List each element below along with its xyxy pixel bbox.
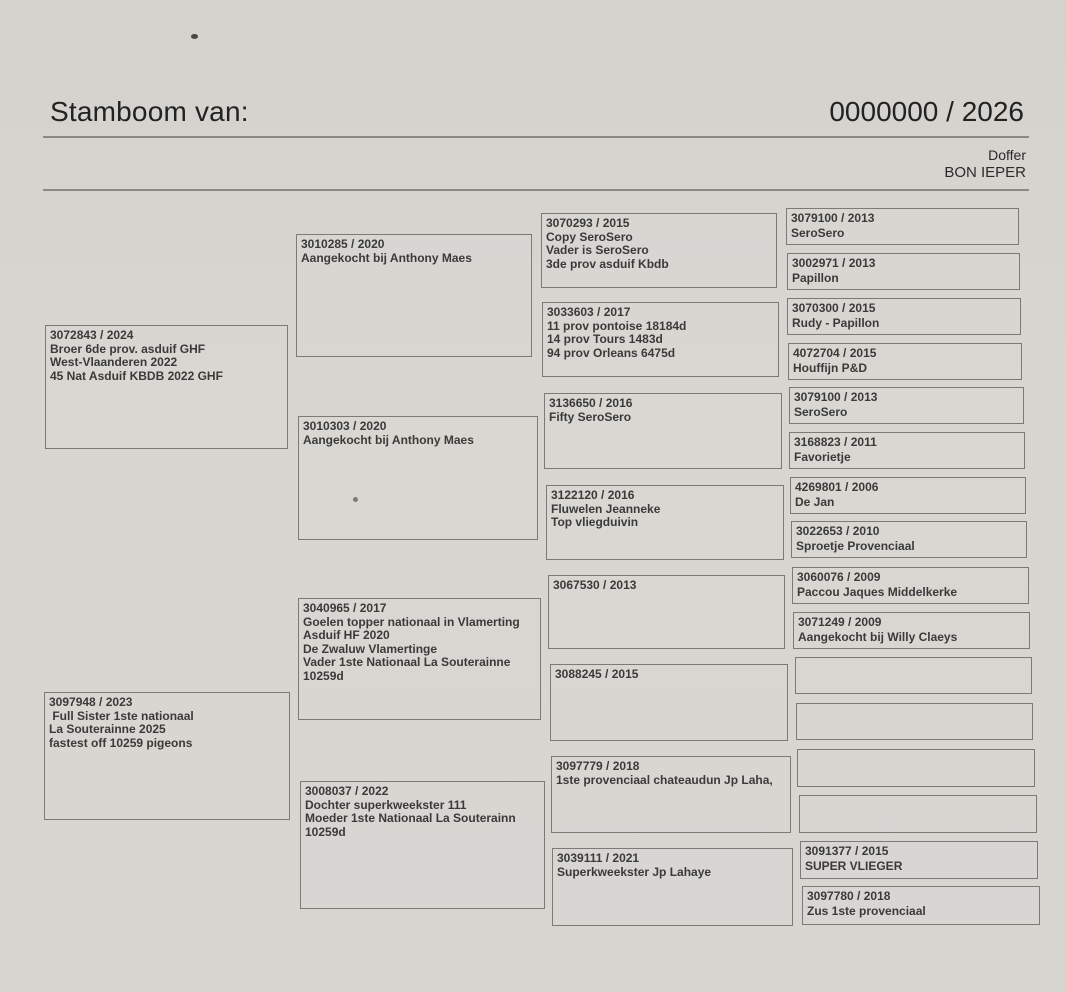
note-line: Moeder 1ste Nationaal La Souterainn	[305, 811, 516, 825]
note-line: Dochter superkweekster 111	[305, 797, 467, 812]
ancestor-box[interactable]	[788, 343, 1022, 380]
note-line: Top vliegduivin	[551, 515, 639, 529]
ring-number: 3168823 / 2011	[794, 435, 877, 449]
note-line: Broer 6de prov. asduif GHF	[50, 341, 206, 356]
ring-number: 3097779 / 2018	[556, 759, 640, 773]
great-grandparent-box[interactable]	[544, 393, 782, 469]
note-line: 11 prov pontoise 18184d	[547, 318, 687, 333]
ring-number: 4269801 / 2006	[795, 480, 879, 494]
dam-box[interactable]	[44, 692, 290, 820]
subject-sex: Doffer	[988, 147, 1026, 163]
header-divider-bottom	[43, 189, 1029, 191]
pigeon-name: SUPER VLIEGER	[805, 859, 903, 873]
ring-number: 3060076 / 2009	[797, 570, 881, 584]
ancestor-box-empty[interactable]	[799, 795, 1037, 833]
ring-number: 3067530 / 2013	[553, 578, 637, 592]
note-line: Copy SeroSero	[546, 229, 633, 244]
subject-name: BON IEPER	[944, 164, 1026, 181]
ring-number: 3033603 / 2017	[547, 305, 631, 319]
ring-number: 3097948 / 2023	[49, 695, 133, 709]
ring-number: 3022653 / 2010	[796, 524, 880, 538]
great-grandparent-box[interactable]	[541, 213, 777, 288]
pigeon-name: Zus 1ste provenciaal	[807, 904, 926, 918]
ring-number: 3079100 / 2013	[794, 390, 878, 404]
ring-number: 3122120 / 2016	[551, 488, 635, 502]
pigeon-name: De Jan	[795, 495, 835, 509]
note-line: Fifty SeroSero	[549, 409, 632, 424]
page-title: Stamboom van:	[50, 96, 249, 127]
ancestor-box[interactable]	[792, 567, 1029, 604]
note-line: Full Sister 1ste nationaal	[49, 708, 194, 723]
ancestor-box[interactable]	[791, 521, 1027, 558]
ring-number: 4072704 / 2015	[793, 346, 877, 360]
note-line: 45 Nat Asduif KBDB 2022 GHF	[50, 368, 223, 383]
pigeon-name: SeroSero	[794, 405, 848, 419]
pigeon-name: Houffijn P&D	[793, 361, 867, 375]
great-grandparent-box[interactable]	[551, 756, 791, 833]
ring-number: 3040965 / 2017	[303, 601, 387, 615]
great-grandparent-box[interactable]	[546, 485, 784, 560]
grandparent-box[interactable]	[296, 234, 532, 357]
ancestor-box[interactable]	[787, 298, 1021, 335]
ancestor-box[interactable]	[790, 477, 1026, 514]
note-line: Vader 1ste Nationaal La Souterainne	[303, 655, 511, 669]
ancestor-box[interactable]	[802, 886, 1040, 925]
sire-box[interactable]	[45, 325, 288, 449]
note-line: 3de prov asduif Kbdb	[546, 256, 669, 271]
note-line: Asduif HF 2020	[303, 628, 390, 642]
note-line: La Souterainne 2025	[49, 722, 166, 736]
note-line: 1ste provenciaal chateaudun Jp Laha,	[556, 772, 773, 787]
great-grandparent-box[interactable]	[548, 575, 785, 649]
paper-speck	[191, 34, 198, 39]
ancestor-box[interactable]	[787, 253, 1020, 290]
ancestor-box[interactable]	[800, 841, 1038, 879]
ring-number: 3091377 / 2015	[805, 844, 889, 858]
ring-number: 3072843 / 2024	[50, 328, 134, 342]
ancestor-box[interactable]	[789, 387, 1024, 424]
great-grandparent-box[interactable]	[550, 664, 788, 741]
ring-number: 3010285 / 2020	[301, 237, 385, 251]
ring-number: 3010303 / 2020	[303, 419, 387, 433]
ring-number: 3097780 / 2018	[807, 889, 891, 903]
grandparent-box[interactable]	[298, 416, 538, 540]
note-line: Goelen topper nationaal in Vlamerting	[303, 614, 520, 629]
pigeon-name: SeroSero	[791, 226, 845, 240]
pigeon-name: Sproetje Provenciaal	[796, 539, 915, 553]
note-line: 10259d	[303, 668, 344, 683]
header-divider-top	[43, 136, 1029, 138]
ancestor-box-empty[interactable]	[795, 657, 1032, 694]
pigeon-name: Rudy - Papillon	[792, 316, 880, 330]
pigeon-name: Favorietje	[794, 450, 851, 464]
grandparent-box[interactable]	[298, 598, 541, 720]
ring-number: 3071249 / 2009	[798, 615, 882, 629]
ring-number: 3039111 / 2021	[557, 851, 640, 865]
ring-number: 3079100 / 2013	[791, 211, 875, 225]
ring-number: 3008037 / 2022	[305, 784, 389, 798]
note-line: Aangekocht bij Anthony Maes	[303, 432, 474, 447]
pigeon-name: Paccou Jaques Middelkerke	[797, 585, 958, 599]
ring-number: 3136650 / 2016	[549, 396, 633, 410]
ring-number: 3088245 / 2015	[555, 667, 639, 681]
pigeon-name: Papillon	[792, 271, 839, 285]
great-grandparent-box[interactable]	[552, 848, 793, 926]
note-line: De Zwaluw Vlamertinge	[303, 641, 438, 656]
subject-ring-number: 0000000 / 2026	[829, 96, 1024, 127]
ancestor-box-empty[interactable]	[797, 749, 1035, 787]
note-line: 10259d	[305, 824, 346, 839]
note-line: fastest off 10259 pigeons	[49, 735, 193, 750]
note-line: Superkweekster Jp Lahaye	[557, 864, 712, 879]
ancestor-box[interactable]	[786, 208, 1019, 245]
note-line: Vader is SeroSero	[546, 243, 649, 257]
note-line: Aangekocht bij Anthony Maes	[301, 250, 472, 265]
ring-number: 3070293 / 2015	[546, 216, 630, 230]
ancestor-box[interactable]	[789, 432, 1025, 469]
ring-number: 3002971 / 2013	[792, 256, 876, 270]
ancestor-box[interactable]	[793, 612, 1030, 649]
grandparent-box[interactable]	[300, 781, 545, 909]
ancestor-box-empty[interactable]	[796, 703, 1033, 740]
ring-number: 3070300 / 2015	[792, 301, 876, 315]
note-line: 94 prov Orleans 6475d	[547, 345, 676, 360]
note-line: 14 prov Tours 1483d	[547, 332, 663, 346]
subject-meta	[944, 147, 1026, 181]
great-grandparent-box[interactable]	[542, 302, 779, 377]
note-line: West-Vlaanderen 2022	[50, 355, 178, 369]
pigeon-name: Aangekocht bij Willy Claeys	[798, 630, 958, 644]
note-line: Fluwelen Jeanneke	[551, 501, 661, 516]
